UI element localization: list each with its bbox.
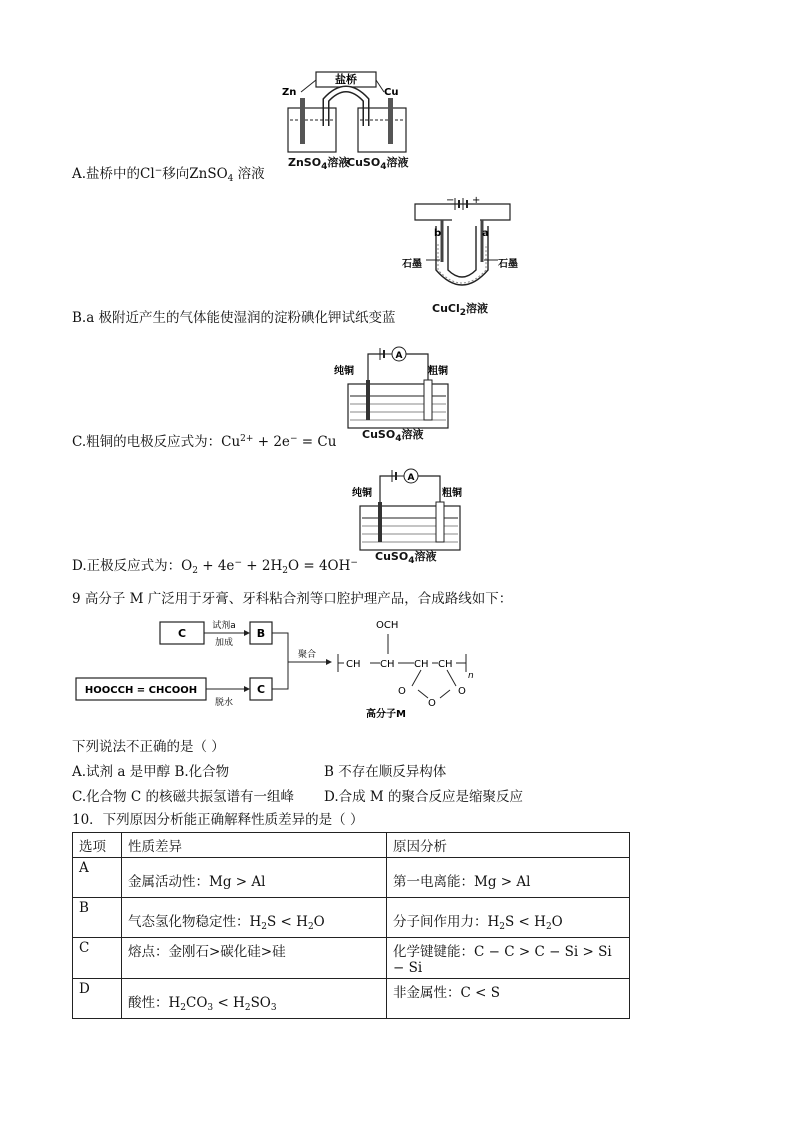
svg-text:B: B (256, 627, 266, 640)
option-d: D.正极反应式为：$O_2 + 4e^- + 2H_2O = 4OH^-$ (72, 558, 358, 576)
q9-option-b: B 不存在顺反异构体 (324, 764, 447, 780)
table-row: C 熔点：金刚石>碳化硅>硅 化学键键能：C − C > C − Si > Si − Si (73, 938, 630, 979)
svg-text:b: b (434, 228, 442, 239)
svg-text:CH: CH (438, 659, 453, 670)
svg-text:A: A (395, 351, 403, 361)
header-reason: 原因分析 (387, 833, 630, 858)
svg-text:加成: 加成 (214, 638, 234, 648)
zn-label: Zn (282, 87, 297, 98)
svg-text:CH: CH (414, 659, 429, 670)
q9-option-c: C.化合物 C 的核磁共振氢谱有一组峰 (72, 789, 295, 805)
table-row: A 金属活动性：Mg > Al 第一电离能：Mg > Al (73, 858, 630, 898)
svg-text:纯铜: 纯铜 (352, 488, 372, 499)
option-c: C.粗铜的电极反应式为：$Cu^{2+} + 2e^- = Cu$ (72, 434, 337, 450)
svg-text:O: O (458, 686, 466, 697)
svg-text:O: O (428, 698, 436, 709)
q10-stem: 10．下列原因分析能正确解释性质差异的是（ ） (72, 812, 364, 828)
option-a: A.盐桥中的Cl−移向ZnSO$_4$ 溶液 (72, 166, 265, 184)
q9-ask: 下列说法不正确的是（ ） (72, 739, 225, 755)
q9-option-a: A.试剂 a 是甲醇 B.化合物 (72, 764, 230, 780)
svg-text:+: + (472, 195, 481, 206)
q10-table (72, 832, 630, 1019)
svg-text:聚合: 聚合 (297, 650, 317, 660)
svg-text:高分子M: 高分子M (366, 709, 406, 720)
cuso4-c-label: CuSO$_4$溶液 (362, 428, 424, 444)
svg-text:a: a (482, 228, 489, 239)
cucl2-label: CuCl$_2$溶液 (432, 302, 489, 318)
figure-refining-d (346, 462, 472, 554)
cu-label: Cu (384, 87, 399, 98)
svg-text:纯铜: 纯铜 (334, 366, 354, 377)
table-row: B 气态氢化物稳定性：$H_2S < H_2O$ 分子间作用力：$H_2S < H_2O$ (73, 898, 630, 938)
svg-text:CH: CH (380, 659, 395, 670)
figure-u-tube (400, 192, 530, 300)
synthesis-route (74, 614, 494, 720)
svg-text:HOOCCH = CHCOOH: HOOCCH = CHCOOH (84, 685, 198, 696)
svg-text:石墨: 石墨 (402, 259, 422, 270)
svg-text:OCH: OCH (376, 620, 399, 631)
svg-text:C: C (177, 627, 187, 640)
table-header-row (73, 833, 630, 858)
svg-text:O: O (398, 686, 406, 697)
cuso4-label: CuSO$_4$溶液 (347, 156, 409, 172)
svg-text:粗铜: 粗铜 (442, 488, 462, 499)
cuso4-d-label: CuSO$_4$溶液 (375, 550, 437, 566)
header-property: 性质差异 (122, 833, 387, 858)
svg-text:−: − (446, 195, 455, 206)
svg-text:n: n (468, 671, 474, 681)
q9-stem: 9 高分子 M 广泛用于牙膏、牙科粘合剂等口腔护理产品，合成路线如下： (72, 591, 513, 607)
svg-text:石墨: 石墨 (498, 259, 518, 270)
svg-text:C: C (256, 683, 266, 696)
header-option: 选项 (73, 833, 122, 858)
option-b: B.a 极附近产生的气体能使湿润的淀粉碘化钾试纸变蓝 (72, 310, 396, 326)
q9-option-d: D.合成 M 的聚合反应是缩聚反应 (324, 789, 524, 805)
figure-refining-c (334, 340, 460, 432)
svg-text:粗铜: 粗铜 (428, 366, 448, 377)
table-row: D 酸性：$H_2CO_3 < H_2SO_3$ 非金属性：C < S (73, 979, 630, 1019)
znso4-label: ZnSO$_4$溶液 (288, 156, 350, 172)
salt-bridge-label: 盐桥 (335, 73, 357, 86)
svg-text:A: A (407, 473, 415, 483)
svg-text:试剂a: 试剂a (212, 621, 236, 631)
svg-text:CH: CH (346, 659, 361, 670)
svg-text:脱水: 脱水 (214, 698, 234, 708)
